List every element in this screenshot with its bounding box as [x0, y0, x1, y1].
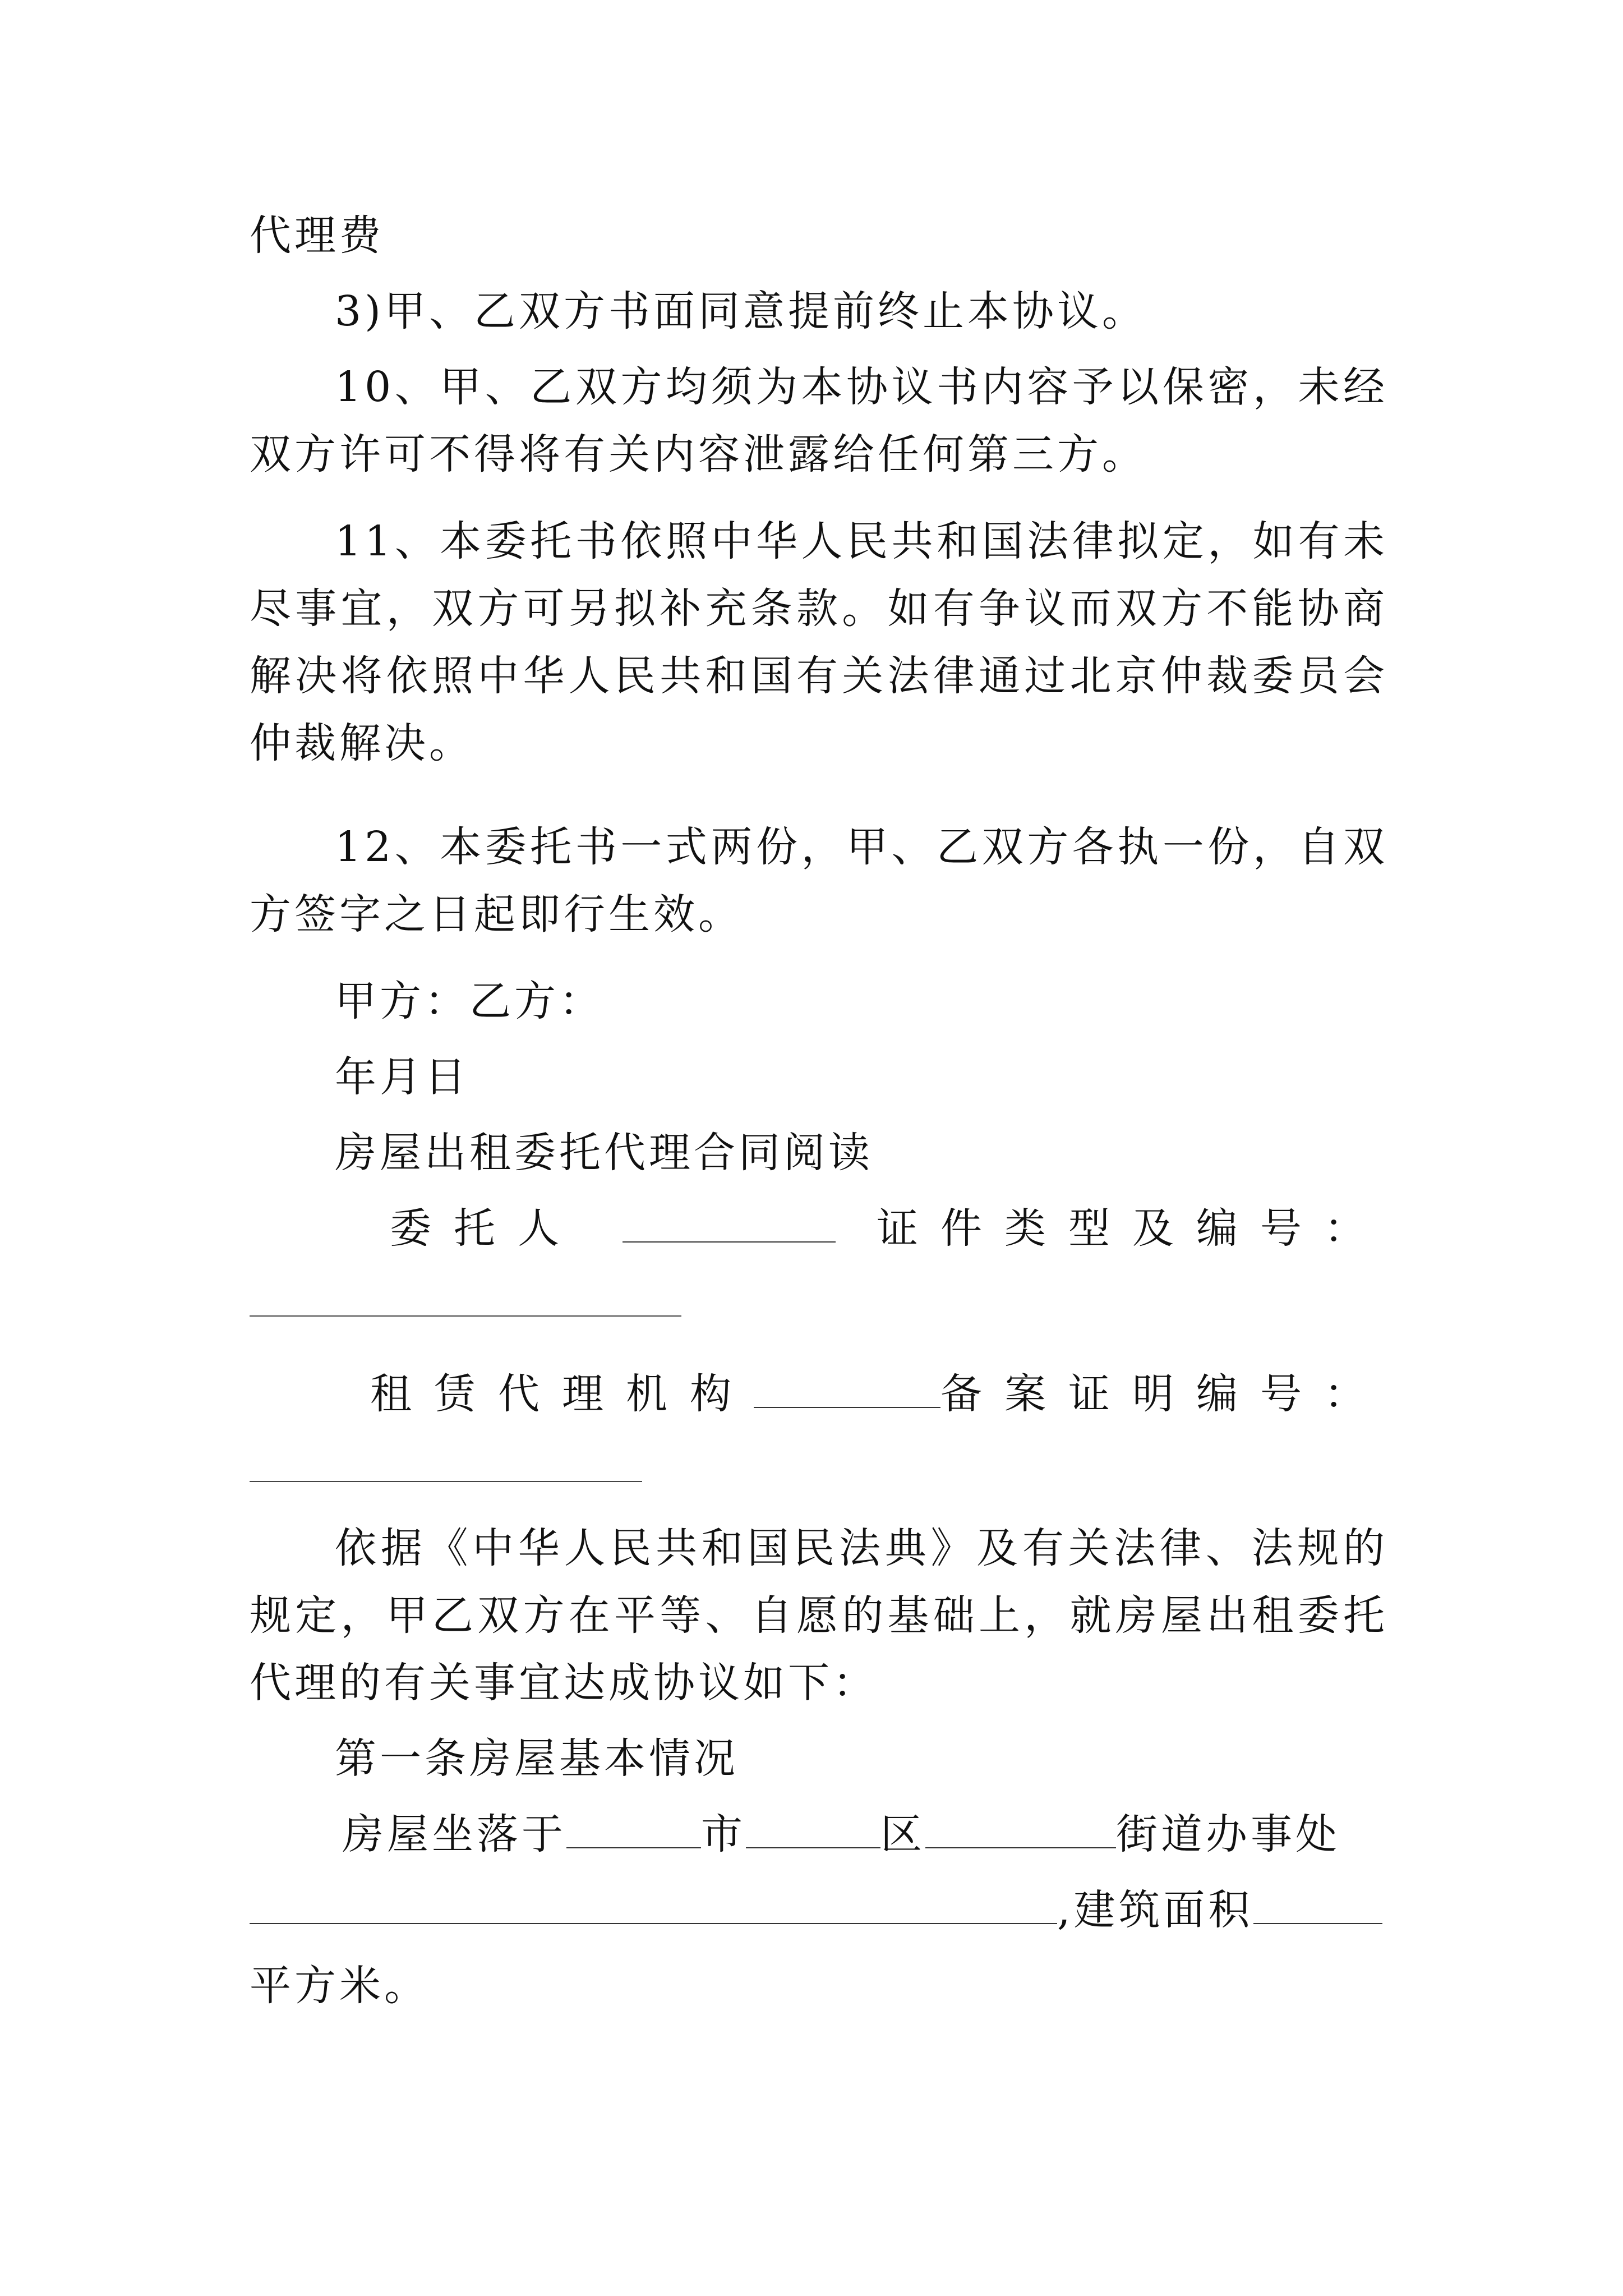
location-street: 街道办事处	[1116, 1810, 1340, 1858]
agency-id-label: 备案证明编号：	[940, 1370, 1388, 1418]
street-blank[interactable]	[925, 1808, 1116, 1848]
party-signatures: 甲方：乙方：	[335, 977, 604, 1025]
client-id-label: 证件类型及编号：	[877, 1204, 1388, 1253]
location-prefix: 房屋坐落于	[342, 1810, 566, 1858]
district-blank[interactable]	[746, 1808, 880, 1848]
city-blank[interactable]	[566, 1808, 701, 1848]
area-label: ,建筑面积	[1057, 1886, 1253, 1934]
clause-10-confidentiality: 10、甲、乙双方均须为本协议书内容予以保密，未经双方许可不得将有关内容泄露给任何第三方。	[250, 363, 1388, 478]
line-agency-fee: 代理费	[250, 211, 384, 260]
clause-11-law: 11、本委托书依照中华人民共和国法律拟定，如有未尽事宜，双方可另拟补充条款。如有争议而双方不能协商解决将依照中华人民共和国有关法律通过北京仲裁委员会仲裁解决。	[250, 517, 1388, 767]
client-name-blank[interactable]	[623, 1202, 836, 1243]
contract-title: 房屋出租委托代理合同阅读	[335, 1129, 873, 1177]
clause-3-termination: 3)甲、乙双方书面同意提前终止本协议。	[335, 287, 1147, 335]
client-label: 委托人	[390, 1204, 582, 1253]
area-unit: 平方米。	[250, 1962, 429, 2010]
agency-label: 租赁代理机构	[370, 1370, 754, 1418]
agency-name-blank[interactable]	[754, 1368, 940, 1408]
location-line	[342, 1801, 1388, 1868]
area-blank[interactable]	[1253, 1884, 1382, 1924]
agency-id-blank[interactable]	[250, 1481, 642, 1482]
client-id-blank[interactable]	[250, 1315, 681, 1317]
area-line	[250, 1876, 1388, 1944]
article-1-heading: 第一条房屋基本情况	[335, 1734, 739, 1783]
contract-basis: 依据《中华人民共和国民法典》及有关法律、法规的规定，甲乙双方在平等、自愿的基础上，就房屋出租委托代理的有关事宜达成协议如下：	[250, 1524, 1388, 1707]
client-line	[390, 1195, 1388, 1262]
location-city: 市	[701, 1810, 746, 1858]
signature-date: 年月日	[335, 1053, 469, 1101]
location-district: 区	[880, 1810, 925, 1858]
address-detail-blank[interactable]	[250, 1884, 1057, 1924]
agency-line	[370, 1360, 1388, 1428]
clause-12-copies: 12、本委托书一式两份，甲、乙双方各执一份，自双方签字之日起即行生效。	[250, 823, 1388, 938]
